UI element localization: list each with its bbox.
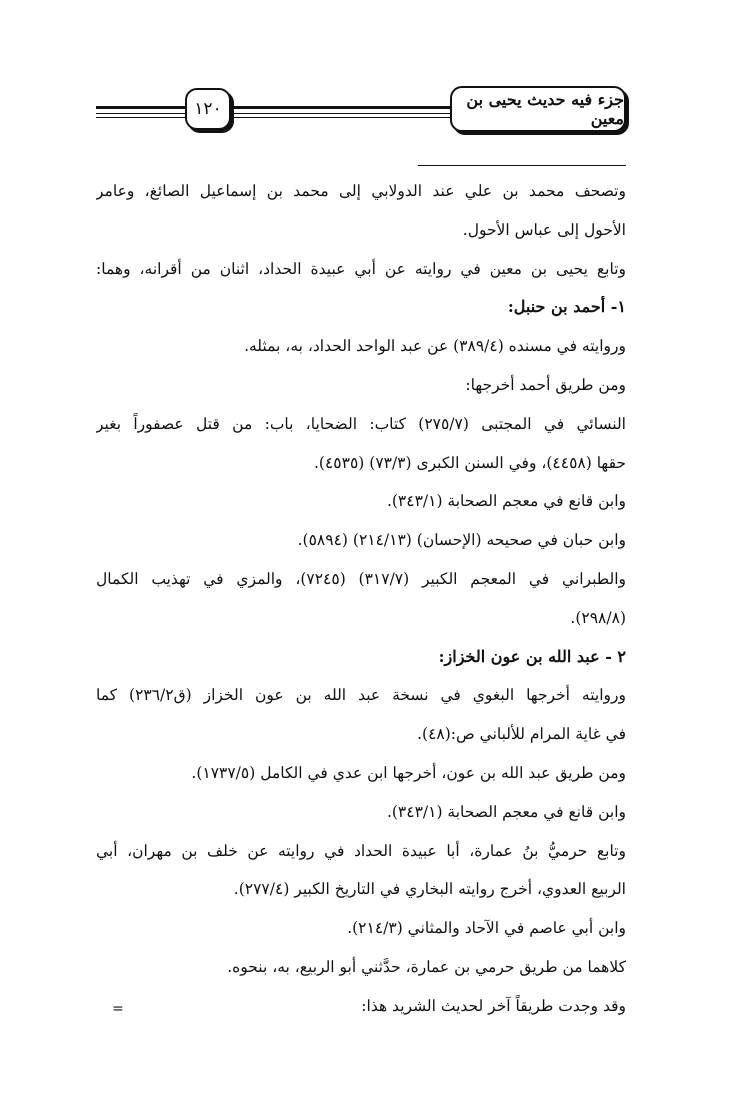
text-line: كلاهما من طريق حرمي بن عمارة، حدَّثني أبو الربيع، به، بنحوه.: [227, 957, 626, 976]
continuation-mark: =: [112, 1001, 124, 1017]
section-heading: ١- أحمد بن حنبل:: [507, 297, 626, 317]
text-line: وابن حبان في صحيحه (الإحسان) (٢١٤/١٣) (٥٨٩٤).: [297, 531, 626, 550]
text-line: الأحول إلى عباس الأحول.: [462, 220, 626, 239]
text-line: وابن قانع في معجم الصحابة (٣٤٣/١).: [386, 802, 626, 821]
section-heading: ٢ - عبد الله بن عون الخزاز:: [438, 646, 626, 666]
text-line: وابن أبي عاصم في الآحاد والمثاني (٢١٤/٣).: [347, 919, 626, 938]
running-title: جزء فيه حديث يحيى بن معين: [450, 86, 626, 132]
text-line: وروايته أخرجها البغوي في نسخة عبد الله بن عون الخزاز (ق٢٣٦/٢) كما: [96, 686, 626, 705]
page-body: [96, 172, 626, 1026]
text-line: النسائي في المجتبى (٢٧٥/٧) كتاب: الضحايا، باب: من قتل عصفوراً بغير: [96, 414, 626, 433]
text-line: حقها (٤٤٥٨)، وفي السنن الكبرى (٧٣/٣) (٤٥٣٥).: [313, 453, 626, 472]
text-line: وتصحف محمد بن علي عند الدولابي إلى محمد بن إسماعيل الصائغ، وعامر: [96, 182, 626, 200]
text-line: ومن طريق أحمد أخرجها:: [465, 375, 626, 394]
text-line: الربيع العدوي، أخرج روايته البخاري في التاريخ الكبير (٢٧٧/٤).: [233, 880, 626, 899]
text-line: وتابع يحيى بن معين في روايته عن أبي عبيدة الحداد، اثنان من أقرانه، وهما:: [96, 259, 626, 278]
text-line: وروايته في مسنده (٣٨٩/٤) عن عبد الواحد الحداد، به، بمثله.: [244, 337, 626, 356]
text-line: والطبراني في المعجم الكبير (٣١٧/٧) (٧٢٤٥)، والمزي في تهذيب الكمال: [96, 569, 626, 588]
page-number: ١٢٠: [185, 88, 231, 130]
header-separator: [418, 165, 626, 166]
text-line: وابن قانع في معجم الصحابة (٣٤٣/١).: [386, 492, 626, 511]
text-line: (٢٩٨/٨).: [570, 608, 626, 627]
text-line: وتابع حرميُّ بنُ عمارة، أبا عبيدة الحداد في روايته عن خلف بن مهران، أبي: [96, 841, 626, 860]
text-line: ومن طريق عبد الله بن عون، أخرجها ابن عدي في الكامل (١٧٣٧/٥).: [191, 763, 626, 782]
text-line: في غاية المرام للألباني ص:(٤٨).: [417, 725, 626, 744]
page-header: [96, 86, 626, 134]
text-line: وقد وجدت طريقاً آخر لحديث الشريد هذا:: [361, 996, 626, 1015]
